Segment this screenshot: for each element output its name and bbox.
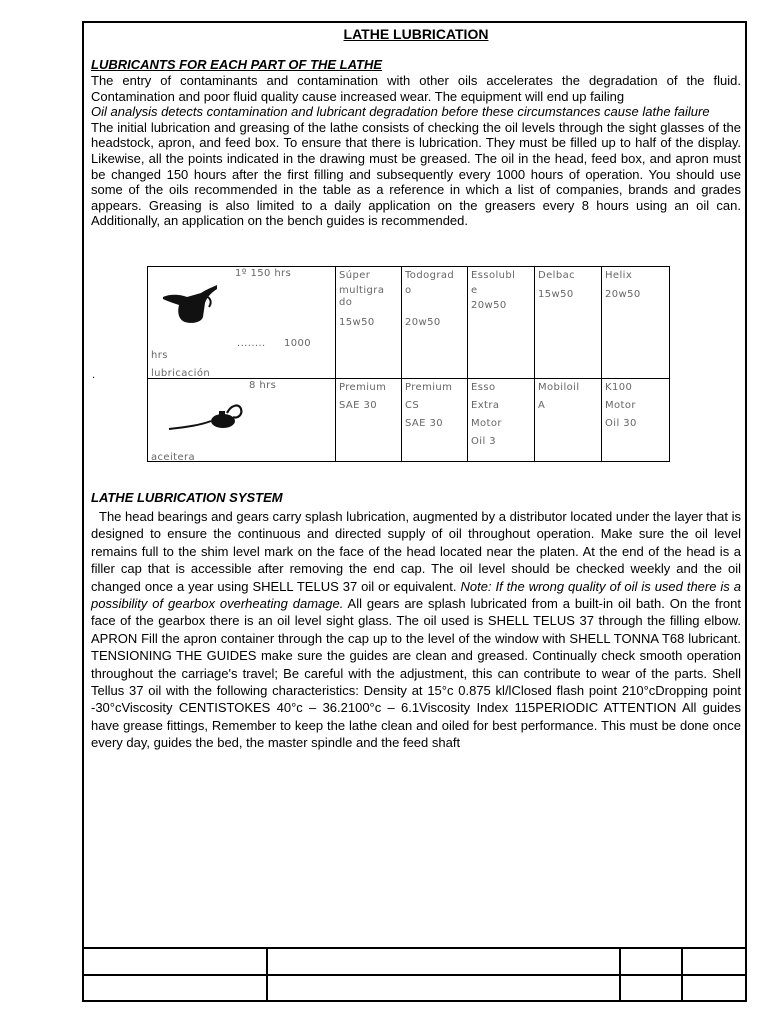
interval-cell [148,267,336,379]
stray-mark: . [92,369,96,381]
paragraph-oil-analysis: Oil analysis detects contamination and lubricant degradation before these circumstances cause lathe failure [91,104,710,120]
lubrication-system-section [91,490,741,752]
oil-cell: Premium CS SAE 30 [402,379,468,462]
lubricant-table [147,266,670,462]
title-block-divider [681,947,683,1002]
oil-cell: Todograd o 20w50 [402,267,468,379]
oil-cell: Delbac 15w50 [535,267,602,379]
oil-jug-icon [161,283,221,325]
lubrication-caption: lubricación [151,368,211,379]
table-row [148,379,670,462]
hours-label: hrs [151,350,168,361]
page-title: LATHE LUBRICATION [343,26,489,42]
title-block-divider [266,947,268,1002]
interval-cell [148,379,336,462]
oil-cell: K100 Motor Oil 30 [602,379,670,462]
oil-can-icon [167,399,247,435]
note-gearbox-overheating: Note: If the wrong quality of oil is used there is a possibility of gearbox overheating damage. [91,578,741,612]
table-row [148,267,670,379]
interval-label-1000: 1000 [284,338,312,349]
section-heading-lubricants: LUBRICANTS FOR EACH PART OF THE LATHE [91,57,383,72]
title-block-divider [82,974,747,976]
oil-cell: Mobiloil A [535,379,602,462]
dots-separator: ........ [237,338,266,349]
oil-cell: Súper multigra do 15w50 [336,267,402,379]
section-heading-system: LATHE LUBRICATION SYSTEM [91,490,283,505]
interval-label-8: 8 hrs [249,380,277,391]
oil-can-caption: aceitera [151,452,196,463]
title-block [82,947,747,1002]
oil-cell: Premium SAE 30 [336,379,402,462]
paragraph-contamination: The entry of contaminants and contamination with other oils accelerates the degradation of the fluid. Contamination and poor fluid quality cause increased wear. The equipment will end up failing [91,73,741,104]
title-block-divider [82,947,747,949]
paragraph-lubrication-system: The head bearings and gears carry splash lubrication, augmented by a distributor located under the layer that is designed to ensure the continuous and directed supply of oil throughout operation. Make sure the oil level remains full to the shim level mark on the face of the head located near the platen. At the end of the head is a filler cap that is accessible after removing the end cap. The oil level should be checked weekly and the oil changed once a year using SHELL TELUS 37 oil or equivalent. Note: If the wrong quality of oil is used there is a possibility of gearbox overheating damage. All gears are splash lubricated from a built-in oil bath. On the front face of the gearbox there is an oil level sight glass. The oil used is SHELL TELUS 37 through the filling elbow. APRON Fill the apron container through the cap up to the level of the window with SHELL TONNA T68 lubricant. TENSIONING THE GUIDES make sure the guides are clean and greased. Continually check smooth operation throughout the carriage's travel; Be careful with the adjustment, this can contribute to wear of the parts. Shell Tellus 37 oil with the following characteristics: Density at 15°c 0.875 kl/lClosed flash point 210°cDropping point -30°cViscosity CENTISTOKES 40°c – 36.2100°c – 6.1Viscosity Index 115PERIODIC ATTENTION All guides have grease fittings, Remember to keep the lathe clean and oiled for best performance. This must be done once every day, guides the bed, the master spindle and the feed shaft [91,509,742,751]
title-block-divider [619,947,621,1002]
oil-cell: Helix 20w50 [602,267,670,379]
document-body [91,25,741,229]
oil-cell: Esso Extra Motor Oil 3 [468,379,535,462]
interval-label-150: 1º 150 hrs [235,268,292,279]
oil-cell: Essolubl e 20w50 [468,267,535,379]
paragraph-initial-lubrication: The initial lubrication and greasing of the lathe consists of checking the oil levels through the sight glasses of the headstock, apron, and feed box. To ensure that there is lubrication. They must be filled up to half of the display. Likewise, all the points indicated in the drawing must be greased. The oil in the head, feed box, and apron must be changed 150 hours after the first filling and subsequently every 1000 hours of operation. You should use some of the oils recommended in the table as a reference in which a list of companies, brands and grades appears. Greasing is also limited to a daily application on the greasers every 8 hours using an oil can. Additionally, an application on the bench guides is recommended. [91,119,741,229]
